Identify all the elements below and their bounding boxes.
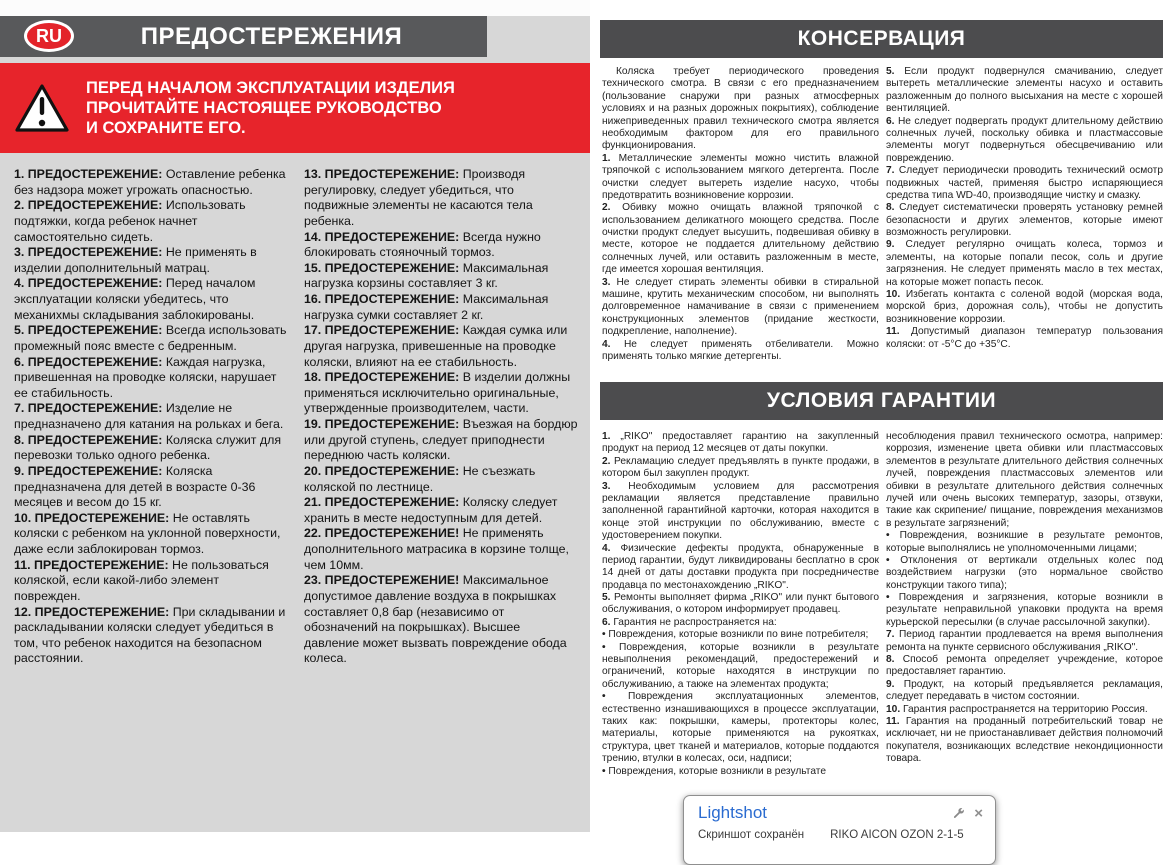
warranty-bullet: • Повреждения, возникшие в результате ремонтов, которые выполнялись не уполномоченными лицами; <box>886 530 1163 554</box>
warnings-column-2 <box>304 167 578 667</box>
language-badge-ru <box>24 20 74 52</box>
warning-item: 14. ПРЕДОСТЕРЕЖЕНИЕ: Всегда нужно блокировать стояночный тормоз. <box>304 229 541 260</box>
warranty-columns <box>602 431 1163 778</box>
lightshot-title: Lightshot <box>698 803 767 822</box>
warranty-bullet: • Отклонения от вертикали отдельных колес под воздействием нагрузки (это нормальное свойство конструкции такого типа); <box>886 554 1163 591</box>
conservation-item: 1. Металлические элементы можно чистить влажной тряпочкой с использованием мягкого детергента. После очистки следует вытереть изделие насухо, чтобы предотвратить возникновение коррозии. <box>602 152 879 201</box>
warranty-bullet: • Повреждения и загрязнения, которые возникли в результате неправильной упаковки продукта на время курьерской пересылки (в случае рассылочной закупки). <box>886 592 1163 628</box>
conservation-item: 6. Не следует подвергать продукт длительному действию солнечных лучей, поскольку обивка и пластмассовые элементы могут подвернуться обесцвечиванию или повреждению. <box>886 115 1163 164</box>
wrench-icon[interactable] <box>952 807 965 820</box>
warning-item: 19. ПРЕДОСТЕРЕЖЕНИЕ: Въезжая на бордюр или другой ступень, следует приподнести переднюю часть коляски. <box>304 417 578 463</box>
conservation-header-bar <box>600 20 1163 58</box>
warnings-page-title: ПРЕДОСТЕРЕЖЕНИЯ <box>140 22 403 50</box>
warranty-bullet: • Повреждения, которые возникли по вине потребителя; <box>602 629 869 641</box>
warning-item: 3. ПРЕДОСТЕРЕЖЕНИЕ: Не применять в изделии дополнительный матрац. <box>14 245 257 275</box>
alert-banner <box>0 63 590 153</box>
warning-item: 2. ПРЕДОСТЕРЕЖЕНИЕ: Использовать подтяжки, когда ребенок начнет самостоятельно сидеть. <box>14 198 246 244</box>
warning-item: 23. ПРЕДОСТЕРЕЖЕНИЕ! Максимальное допустимое давление воздуха в покрышках составляет 0,8 бар (независимо от обозначений на покрышках). Высшее давление может вызвать повреждение обода колеса. <box>304 573 567 666</box>
warranty-column-2 <box>886 431 1163 778</box>
warning-item: 20. ПРЕДОСТЕРЕЖЕНИЕ: Не съезжать коляской по лестнице. <box>304 463 536 494</box>
conservation-column-1 <box>602 66 879 363</box>
conservation-warranty-page <box>590 0 1173 832</box>
warranty-item: 8. Способ ремонта определяет учреждение, которое предоставляет гарантию. <box>886 654 1163 678</box>
conservation-item: 3. Не следует стирать элементы обивки в стиральной машине, крутить механическим способом, ни выполнять долговременное намачивание в связи с применением конструкционных элементов (придание жесткости, подкрепление, наполнение). <box>602 276 879 338</box>
conservation-item: 2. Обивку можно очищать влажной тряпочкой с использованием деликатного моющего средства. После очистки продукт следует высушить, подвешивая обивку в месте, которое не поддается длительному действию солнечных лучей, или оставить разложенным в месте, где имеется хорошая вентиляция. <box>602 202 879 276</box>
warnings-columns <box>14 167 578 667</box>
warning-triangle-icon <box>14 83 70 133</box>
warranty-bullet: • Повреждения эксплуатационных элементов, естественно изнашивающихся в процессе эксплуатации, таких как: покрышки, камеры, протекторы колес, материалы, которые применяются на рукоятках, структура, цвет тканей и материалов, которые поддаются трению, втулки в колесах, оси, надписи; <box>602 691 879 765</box>
warning-item: 1. ПРЕДОСТЕРЕЖЕНИЕ: Оставление ребенка без надзора может угрожать опасностью. <box>14 167 286 197</box>
warranty-item: 2. Рекламацию следует предъявлять в пункте продажи, в котором был закуплен продукт. <box>602 455 879 480</box>
warning-item: 18. ПРЕДОСТЕРЕЖЕНИЕ: В изделии должны применяться исключительно оригинальные, утвержденные производителем, части. <box>304 370 571 416</box>
warning-item: 8. ПРЕДОСТЕРЕЖЕНИЕ: Коляска служит для перевозки только одного ребенка. <box>14 432 282 463</box>
warranty-bullet: • Повреждения, которые возникли в результате невыполнения рекомендаций, предостережений и ограничений, которые находятся в инструкции по обслуживанию, а также на элементах продукта; <box>602 641 879 690</box>
warranty-item: 4. Физические дефекты продукта, обнаруженные в период гарантии, будут ликвидированы бесплатно в срок 14 дней от даты доставки продукта при посредничестве продавца по местонахождению „RIKO". <box>602 542 879 591</box>
warranty-item: 7. Период гарантии продлевается на время выполнения ремонта на пункте сервисного обслуживания „RIKO". <box>886 629 1163 653</box>
warnings-page <box>0 0 590 832</box>
top-margin-strip <box>0 0 590 16</box>
warranty-header-bar <box>600 382 1163 420</box>
warranty-item: 10. Гарантия распространяется на территорию Россия. <box>886 703 1148 715</box>
warning-item: 11. ПРЕДОСТЕРЕЖЕНИЕ: Не пользоваться коляской, если какой-либо элемент поврежден. <box>14 557 269 603</box>
warning-item: 5. ПРЕДОСТЕРЕЖЕНИЕ: Всегда использовать промежный пояс вместе с бедренным. <box>14 323 287 353</box>
warning-item: 9. ПРЕДОСТЕРЕЖЕНИЕ: Коляска предназначена для детей в возрасте 0-36 месяцев и весом до 15 кг. <box>14 463 256 510</box>
conservation-intro: Коляска требует периодического проведения технического смотра. В связи с его предназначением (пользование снаружи при разных атмосферных условиях и на разных дорожных покрытиях), соблюдение нижеприведенных правил технического смотра является необходимым фактором для его правильного функционирования. <box>602 66 879 152</box>
lightshot-panel[interactable] <box>683 795 996 865</box>
warranty-item: 9. Продукт, на который предъявляется рекламация, следует передавать в чистом состоянии. <box>886 678 1163 703</box>
warranty-item: 5. Ремонты выполняет фирма „RIKO" или пункт бытового обслуживания, о котором информирует продавец. <box>602 592 879 616</box>
lightshot-header <box>698 803 983 823</box>
lightshot-file-name: RIKO AICON OZON 2-1-5 <box>830 829 964 841</box>
warning-item: 22. ПРЕДОСТЕРЕЖЕНИЕ! Не применять дополнительного матрасика в корзине толще, чем 10мм. <box>304 526 569 572</box>
conservation-item: 4. Не следует применять отбеливатели. Можно применять только мягкие детергенты. <box>602 338 879 362</box>
warranty-title: УСЛОВИЯ ГАРАНТИИ <box>766 389 997 412</box>
warranty-item: 3. Необходимым условием для рассмотрения рекламации является представление правильно заполненной гарантийной карточки, которая находится в конце этой инструкции по обслуживанию, вместе с удостоверением покупки. <box>602 480 879 542</box>
warning-item: 15. ПРЕДОСТЕРЕЖЕНИЕ: Максимальная нагрузка корзины составляет 3 кг. <box>304 260 549 291</box>
warning-item: 10. ПРЕДОСТЕРЕЖЕНИЕ: Не оставлять коляски с ребенком на уклонной поверхности, даже если заблокирован тормоз. <box>14 510 281 556</box>
warning-item: 13. ПРЕДОСТЕРЕЖЕНИЕ: Производя регулировку, следует убедиться, что подвижные элементы не касаются тела ребенка. <box>304 167 533 228</box>
warranty-column-1 <box>602 431 879 778</box>
warranty-item: 11. Гарантия на проданный потребительский товар не исключает, ни не приостанавливает действия полномочий покупателя, возникающих вследствие некондиционности товара. <box>886 715 1163 765</box>
lightshot-icons <box>952 806 983 821</box>
warning-item: 12. ПРЕДОСТЕРЕЖЕНИЕ: При складывании и раскладывании коляски следует убедиться в том, что ребенок находится на безопасном расстоянии. <box>14 604 286 666</box>
conservation-column-2 <box>886 66 1163 363</box>
warranty-item-continuation: несоблюдения правил технического осмотра, например: коррозия, изменение цвета обивки или пластмассовых элементов в результате длительного действия солнечных лучей, повреждения пластмассовых элементов или обивки в результате длительного действия солнечных лучей или очень высоких температур, зазоры, отзвуки, такие как скрипение/ пищание, повреждения механизмов в результате загрязнений; <box>886 431 1163 529</box>
warning-item: 17. ПРЕДОСТЕРЕЖЕНИЕ: Каждая сумка или другая нагрузка, привешенные на проводке коляски, влияют на ее стабильность. <box>304 323 568 369</box>
conservation-item: 9. Следует регулярно очищать колеса, тормоз и элементы, на которые попали песок, соль и другие загрязнения. Не следует применять масло в тех местах, на которые может попасть песок. <box>886 239 1163 288</box>
conservation-title: КОНСЕРВАЦИЯ <box>797 27 966 50</box>
warning-item: 16. ПРЕДОСТЕРЕЖЕНИЕ: Максимальная нагрузка сумки составляет 2 кг. <box>304 292 549 322</box>
warning-item: 6. ПРЕДОСТЕРЕЖЕНИЕ: Каждая нагрузка, привешенная на проводке коляски, нарушает ее стабильность. <box>14 354 277 400</box>
conservation-item: 8. Следует систематически проверять установку ремней безопасности и других элементов, которые имеют возможность регулировки. <box>886 202 1163 239</box>
warning-item: 21. ПРЕДОСТЕРЕЖЕНИЕ: Коляску следует хранить в месте недоступным для детей. <box>304 495 558 525</box>
conservation-item: 7. Следует периодически проводить технический осмотр подвижных частей, применяя быстро испаряющиеся средства типа WD-40, производящие чистку и смазку. <box>886 165 1163 201</box>
language-badge-label: RU <box>36 25 62 46</box>
alert-banner-text: ПЕРЕД НАЧАЛОМ ЭКСПЛУАТАЦИИ ИЗДЕЛИЯ ПРОЧИТАЙТЕ НАСТОЯЩЕЕ РУКОВОДСТВО И СОХРАНИТЕ ЕГО. <box>86 78 455 138</box>
conservation-item: 11. Допустимый диапазон температур пользования коляски: от -5°C до +35°C. <box>886 326 1163 350</box>
close-icon[interactable]: × <box>974 804 983 822</box>
warning-item: 7. ПРЕДОСТЕРЕЖЕНИЕ: Изделие не предназначено для катания на рольках и бега. <box>14 401 284 431</box>
warranty-item: 6. Гарантия не распространяется на: <box>602 616 777 628</box>
lightshot-status-text: Скриншот сохранён <box>698 829 805 841</box>
warranty-item: 1. „RIKO" предоставляет гарантию на закупленный продукт на период 12 месяцев от даты покупки. <box>602 431 879 455</box>
conservation-item: 5. Если продукт подвернулся смачиванию, следует вытереть металлические элементы насухо и оставить разложенным до полного высыхания на месте с хорошей вентиляцией. <box>886 66 1163 115</box>
warning-item: 4. ПРЕДОСТЕРЕЖЕНИЕ: Перед началом эксплуатации коляски убедитесь, что механихмы складывания заблокированы. <box>14 276 256 322</box>
warnings-column-1 <box>14 167 288 667</box>
lightshot-status-line <box>698 829 983 841</box>
conservation-columns <box>602 66 1163 363</box>
conservation-item: 10. Избегать контакта с соленой водой (морская вода, морской бриз, дорожная соль), чтобы не допустить возникновение коррозии. <box>886 289 1163 325</box>
warranty-bullet: • Повреждения, которые возникли в результате <box>602 765 826 777</box>
